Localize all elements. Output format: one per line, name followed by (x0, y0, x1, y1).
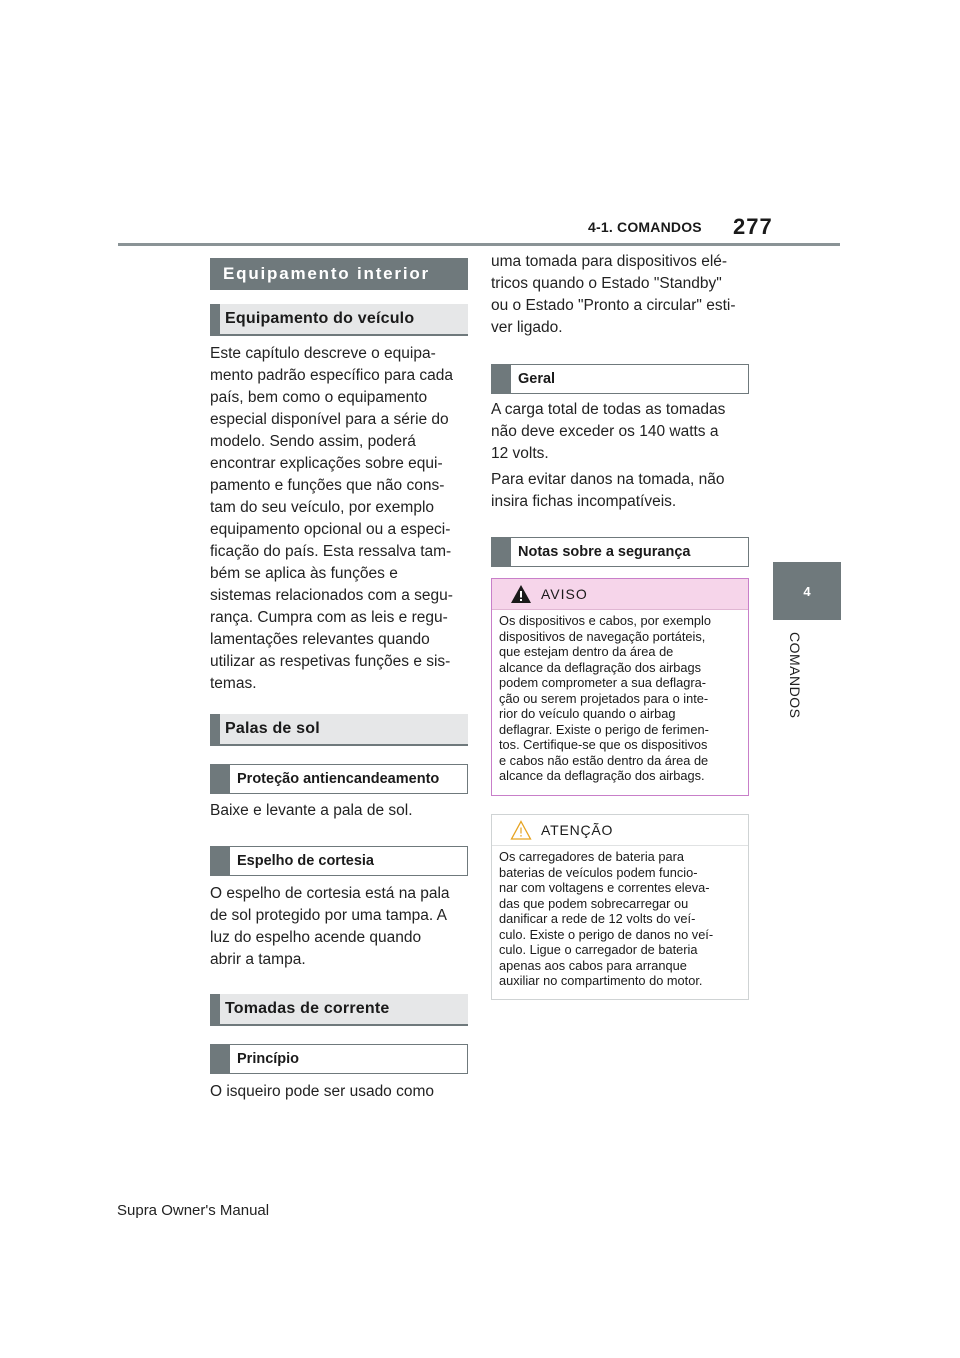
warning-title: AVISO (541, 586, 588, 602)
caution-box (491, 814, 749, 1000)
subheading-palas-sol: Palas de sol (210, 714, 468, 746)
paragraph-intro: Este capítulo descreve o equipa- mento padrão específico para cada país, bem como o equipamento especial disponível para a série do modelo. Sendo assim, poderá encontrar explicações sobre equi- pamento e funções que não cons- tam do seu veículo, por exemplo equipamento opcional ou a especi- ficação do país. Esta ressalva tam- bém se aplica às funções e sistemas relacionados com a segu- rança. Cumpra com as leis e regu- lamentações relevantes quando utilizar as respetivas funções e sis- temas. (210, 345, 453, 692)
paragraph-isqueiro-cont: uma tomada para dispositivos elé- tricos quando o Estado "Standby" ou o Estado "Pronto a circular" esti- ver ligado. (491, 253, 736, 336)
main-heading: Equipamento interior (210, 258, 468, 290)
minor-heading-principio: Princípio (210, 1044, 468, 1074)
section-label: 4-1. COMANDOS (588, 219, 702, 235)
chapter-tab (773, 562, 841, 620)
chapter-vertical-label: COMANDOS (787, 632, 803, 719)
chapter-number: 4 (803, 583, 811, 599)
paragraph-carga: A carga total de todas as tomadas não deve exceder os 140 watts a 12 volts. (491, 401, 726, 462)
minor-heading-seguranca: Notas sobre a segurança (491, 537, 749, 567)
warning-text: Os dispositivos e cabos, por exemplo dispositivos de navegação portáteis, que estejam dentro da área de alcance da deflagração dos airbags podem comprometer a sua deflagra- ção ou serem projetados para o inte- rior do veículo quando o airbag deflagrar. Existe o perigo de ferimen- tos. Certifique-se que os dispositivos e cabos não estão dentro da área de alcance da deflagração dos airbags. (499, 613, 711, 783)
subheading-tomadas: Tomadas de corrente (210, 994, 468, 1026)
caution-title: ATENÇÃO (541, 822, 614, 838)
paragraph-danos: Para evitar danos na tomada, não insira fichas incompatíveis. (491, 471, 725, 510)
paragraph-pala: Baixe e levante a pala de sol. (210, 802, 413, 819)
caution-header (492, 815, 748, 846)
caution-text: Os carregadores de bateria para baterias de veículos podem funcio- nar com voltagens e correntes eleva- das que podem sobrecarregar ou danificar a rede de 12 volts do veí- culo. Existe o perigo de danos no veí- culo. Ligue o carregador de bateria apenas aos cabos para arranque auxiliar no compartimento do motor. (499, 849, 714, 988)
warning-box (491, 578, 749, 796)
minor-heading-protecao: Proteção antiencandeamento (210, 764, 468, 794)
warning-header (492, 579, 748, 610)
subheading-equipamento-veiculo: Equipamento do veículo (210, 304, 468, 336)
page-number: 277 (733, 214, 773, 239)
header-rule (118, 243, 840, 246)
minor-heading-geral: Geral (491, 364, 749, 394)
paragraph-isqueiro: O isqueiro pode ser usado como (210, 1083, 435, 1100)
footer-manual-title: Supra Owner's Manual (117, 1202, 270, 1219)
minor-heading-espelho: Espelho de cortesia (210, 846, 468, 876)
warning-triangle-icon (510, 584, 532, 604)
paragraph-espelho: O espelho de cortesia está na pala de sol protegido por uma tampa. A luz do espelho acende quando abrir a tampa. (210, 885, 450, 968)
caution-triangle-icon (510, 820, 532, 840)
